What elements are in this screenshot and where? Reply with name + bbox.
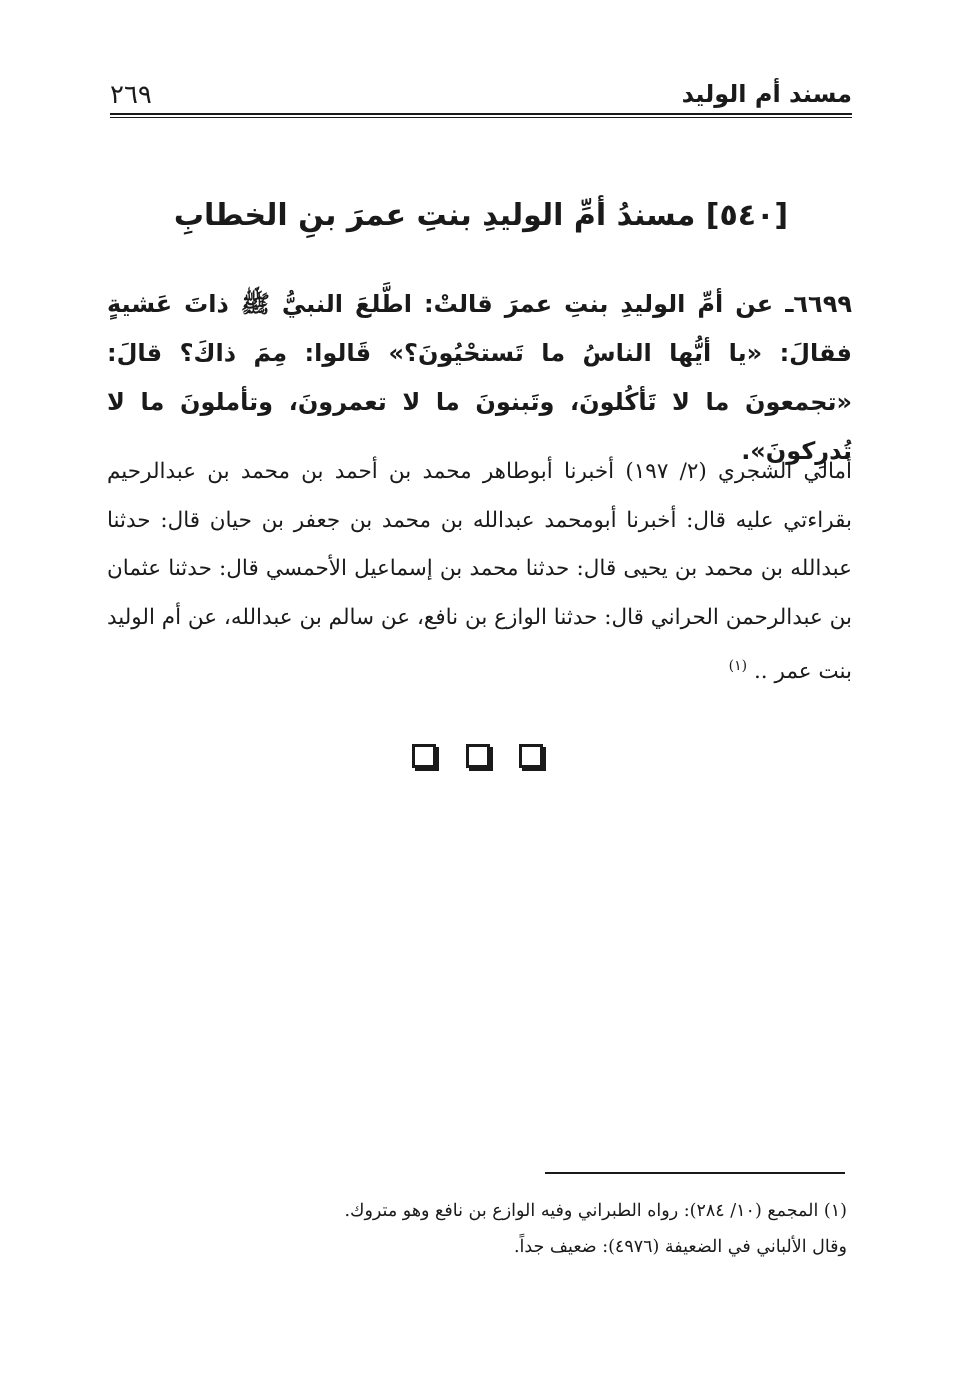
footnote-1-continuation: وقال الألباني في الضعيفة (٤٩٧٦): ضعيف جداً. xyxy=(513,1237,847,1257)
footnote-separator xyxy=(545,1172,845,1174)
header-rule-thick xyxy=(110,113,852,115)
section-end-ornament xyxy=(0,744,955,768)
source-paragraph xyxy=(107,448,852,697)
hadith-text: ٦٦٩٩ـ عن أمِّ الوليدِ بنتِ عمرَ قالتْ: اطَّلعَ النبيُّ ﷺ ذاتَ عَشيةٍ فقالَ: «يا أيُّها الناسُ ما تَستحْيُونَ؟» قَالوا: مِمَ ذاكَ؟ قالَ: «تجمعونَ ما لا تَأكُلونَ، وتَبنونَ ما لا تعمرونَ، وتأملونَ ما لا تُدرِكونَ». xyxy=(107,290,852,465)
square-ornament-icon xyxy=(466,744,490,768)
section-heading: [٥٤٠] مسندُ أمِّ الوليدِ بنتِ عمرَ بنِ الخطابِ xyxy=(173,198,789,233)
page-number: ٢٦٩ xyxy=(110,80,152,110)
square-ornament-icon xyxy=(412,744,436,768)
footnotes xyxy=(247,1193,847,1265)
footnote-reference[interactable]: (١) xyxy=(728,658,748,675)
square-ornament-icon xyxy=(519,744,543,768)
source-text: أمالي الشجري (٢/ ١٩٧) أخبرنا أبوطاهر محمد بن أحمد بن محمد بن عبدالرحيم بقراءتي عليه قال: أخبرنا أبومحمد عبدالله بن محمد بن جعفر بن حيان قال: حدثنا عبدالله بن محمد بن يحيى قال: حدثنا محمد بن إسماعيل الأحمسي قال: حدثنا عثمان بن عبدالرحمن الحراني قال: حدثنا الوازع بن نافع، عن سالم بن عبدالله، عن أم الوليد بنت عمر .. xyxy=(106,459,853,685)
header-rule-thin xyxy=(110,117,852,118)
running-header xyxy=(110,80,852,110)
header-title: مسند أم الوليد xyxy=(681,80,852,108)
footnote-1: (١) المجمع (١٠/ ٢٨٤): رواه الطبراني وفيه الوازع بن نافع وهو متروك. xyxy=(344,1201,847,1221)
